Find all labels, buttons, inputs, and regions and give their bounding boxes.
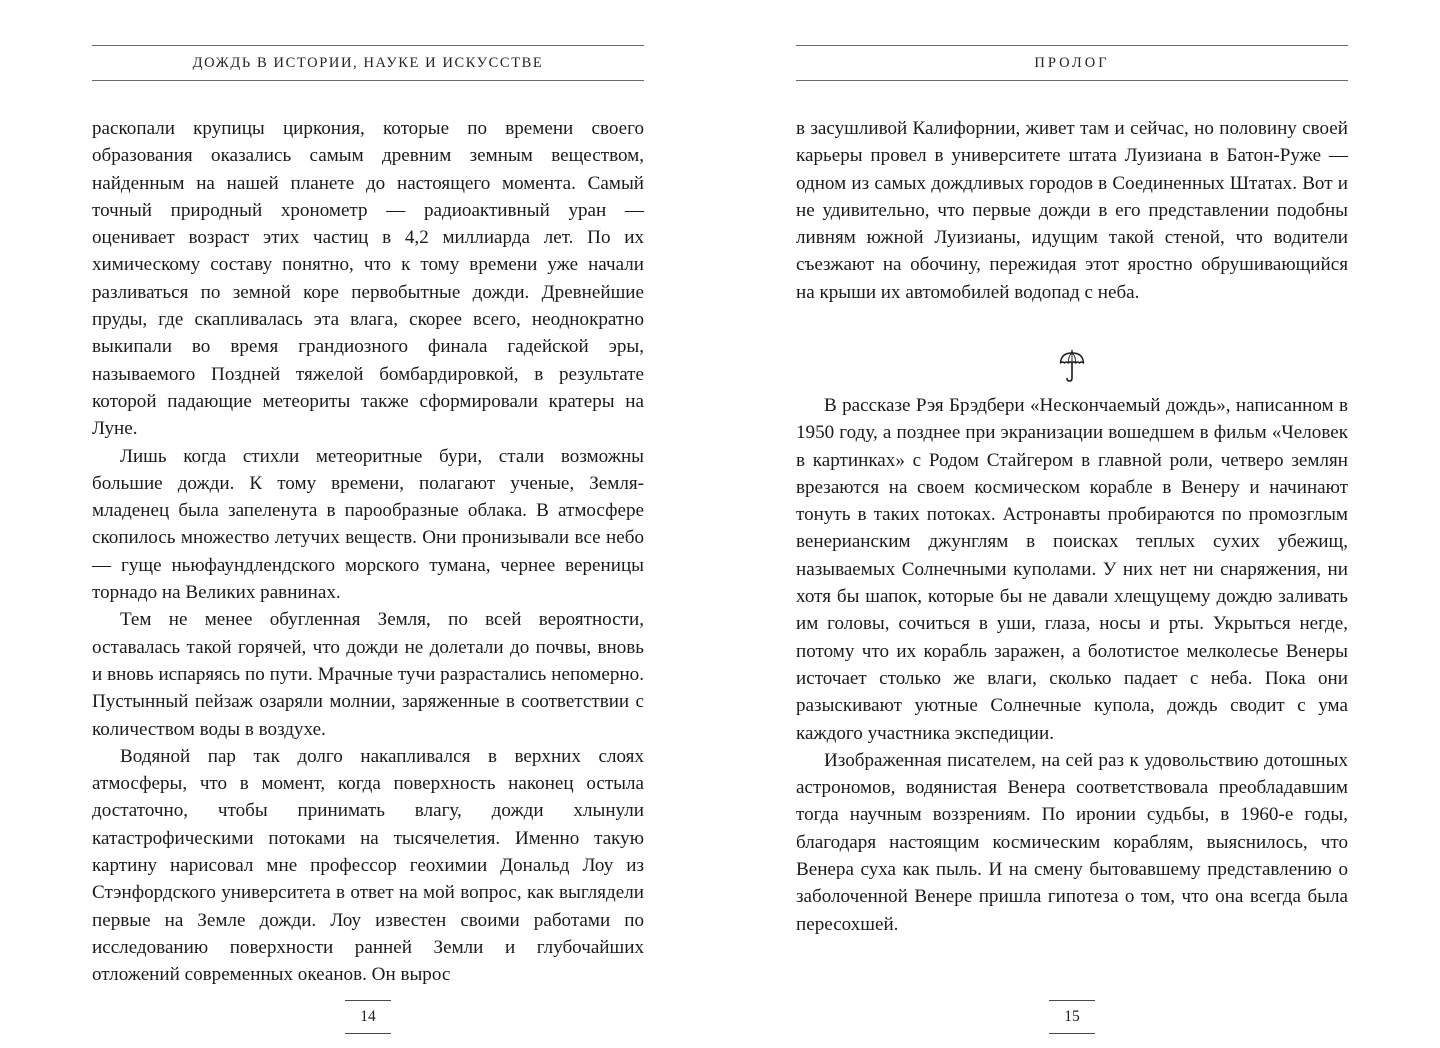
paragraph: Лишь когда стихли метеоритные бури, стали возможны большие дожди. К тому времени, полагают ученые, Земля-младенец была запеленута в парообразные облака. В атмосфере скопилось множество летучих веществ. Они пронизывали все небо — гуще ньюфаундлендского морского тумана, чернее вереницы торнадо на Великих равнинах. [92,445,644,604]
paragraph: раскопали крупицы циркония, которые по времени своего образования оказались самым древним земным веществом, найденным на нашей планете до настоящего момента. Самый точный природный хронометр — радиоактивный уран — оценивает возраст этих частиц в 4,2 миллиарда лет. По их химическому составу понятно, что к тому времени уже начали разливаться по земной коре первобытные дожди. Древнейшие пруды, где скапливалась эта влага, скорее всего, неоднократно выкипали во время грандиозного финала гадейской эры, называемого Поздней тяжелой бомбардировкой, в результате которой падающие метеориты также сформировали кратеры на Луне. [92,118,644,440]
umbrella-icon [1059,349,1085,383]
right-page-body-bottom [796,392,1348,938]
running-head-right: ПРОЛОГ [796,45,1348,81]
paragraph: Водяной пар так долго накапливался в верхних слоях атмосферы, что в момент, когда поверхность наконец остыла достаточно, чтобы принимать влагу, дожди хлынули катастрофическими потоками на тысячелетия. Именно такую картину нарисовал мне профессор геохимии Дональд Лоу из Стэнфордского университета в ответ на мой вопрос, как выглядели первые на Земле дожди. Лоу известен своими работами по исследованию поверхности ранней Земли и глубочайших отложений современных океанов. Он вырос [92,745,644,986]
page-number-left: 14 [345,1000,391,1034]
paragraph: в засушливой Калифорнии, живет там и сейчас, но половину своей карьеры провел в университете штата Луизиана в Батон-Руже — одном из самых дождливых городов в Соединенных Штатах. Вот и не удивительно, что первые дожди в его представлении подобны ливням южной Луизианы, идущим такой стеной, что водители съезжают на обочину, пережидая этот яростно обрушивающийся на крыши их автомобилей водопад с неба. [796,118,1348,303]
paragraph: В рассказе Рэя Брэдбери «Нескончаемый дождь», написанном в 1950 году, а позднее при экранизации вошедшем в фильм «Человек в картинках» с Родом Стайгером в главной роли, четверо землян врезаются на своем космическом корабле в Венеру и начинают тонуть в таких потоках. Астронавты пробираются по промозглым венерианским джунглям в поисках теплых сухих убежищ, называемых Солнечными куполами. У них нет ни снаряжения, ни хотя бы шапок, которые бы не давали хлещущему дождю заливать им головы, сочиться в уши, глаза, носы и рты. Укрыться негде, потому что их корабль заражен, а болотистое мелколесье Венеры источает столько же влаги, сколько падает с неба. Пока они разыскивают уютные Солнечные купола, дождь сводит с ума каждого участника экспедиции. [796,395,1348,744]
running-head-left: ДОЖДЬ В ИСТОРИИ, НАУКЕ И ИСКУССТВЕ [92,45,644,81]
left-page [92,0,644,1048]
paragraph: Изображенная писателем, на сей раз к удовольствию дотошных астрономов, водянистая Венера соответствовала преобладавшим тогда научным воззрениям. По иронии судьбы, в 1960-е годы, благодаря настоящим космическим кораблям, выяснилось, что Венера суха как пыль. И на смену бытовавшему представлению о заболоченной Венере пришла гипотеза о том, что она всегда была пересохшей. [796,749,1348,935]
left-page-body [92,115,644,989]
paragraph: Тем не менее обугленная Земля, по всей вероятности, оставалась такой горячей, что дожди не долетали до почвы, вновь и вновь испаряясь по пути. Мрачные тучи разрастались непомерно. Пустынный пейзаж озаряли молнии, заряженные в соответствии с количеством воды в воздухе. [92,609,644,740]
right-page-body-top [796,115,1348,306]
page-number-right: 15 [1049,1000,1095,1034]
right-page [796,0,1348,1048]
